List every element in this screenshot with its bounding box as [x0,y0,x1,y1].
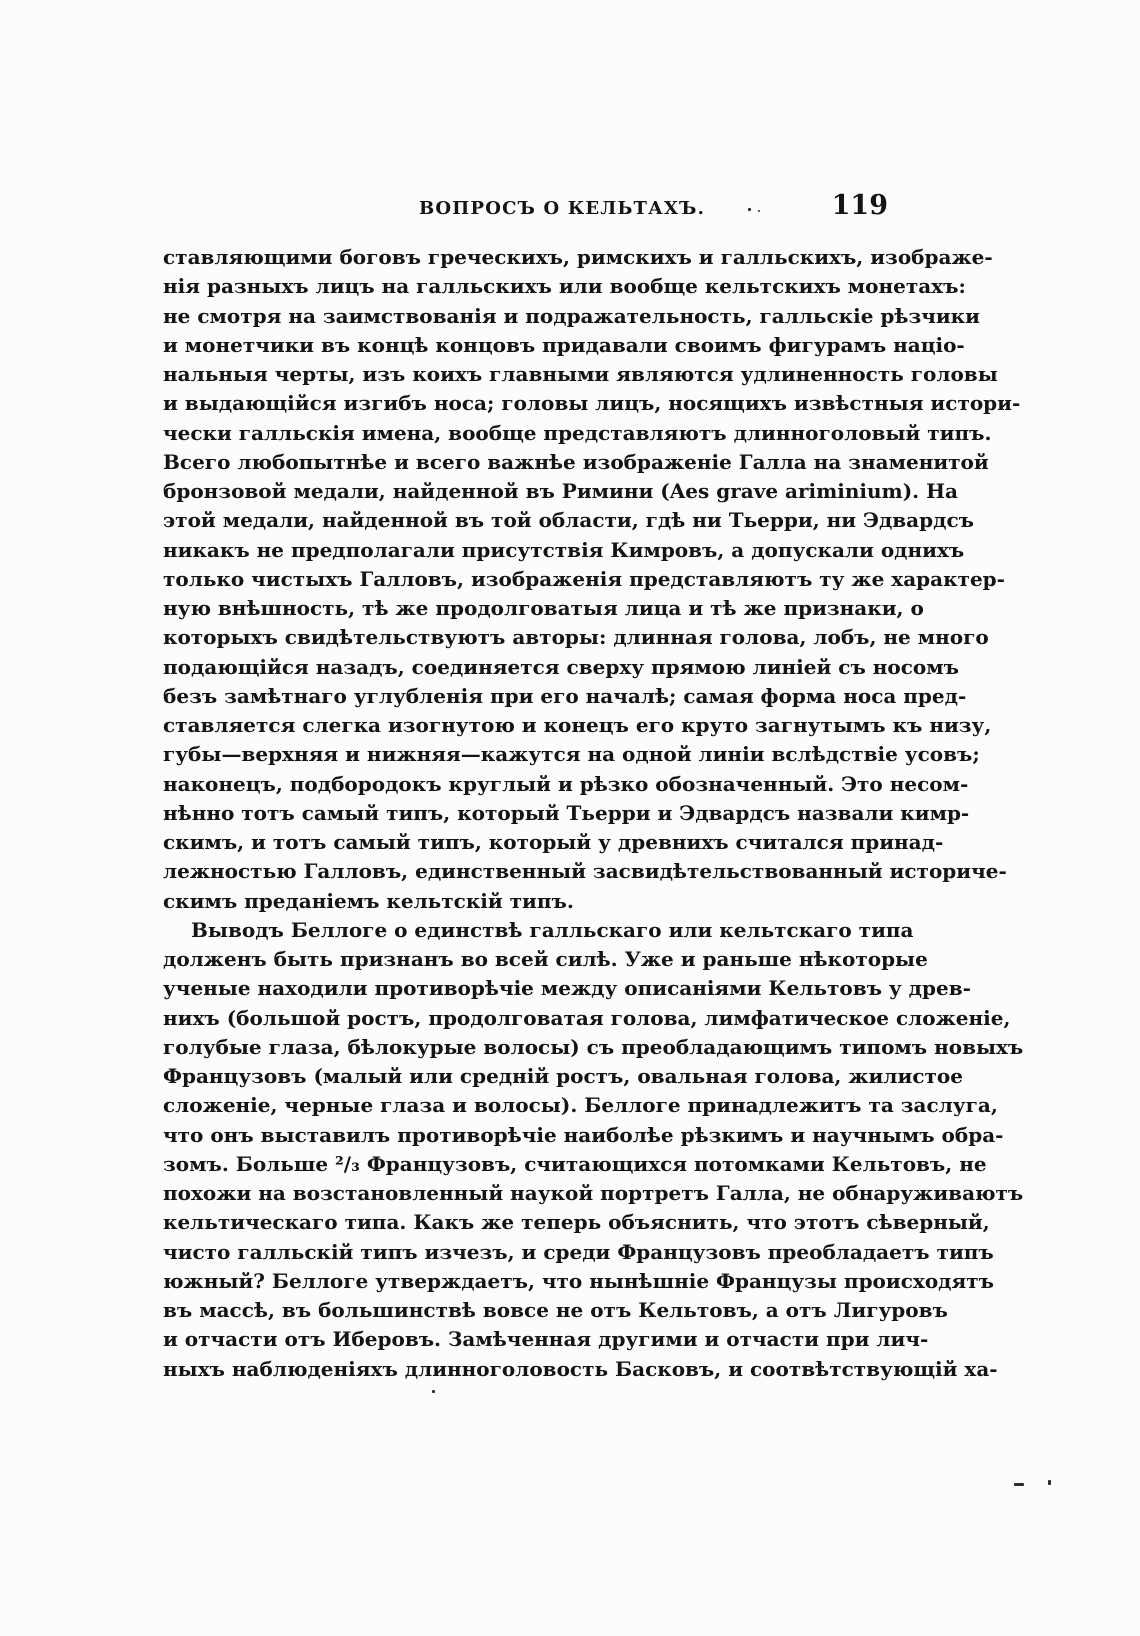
text-line: губы—верхняя и нижняя—кажутся на одной линіи вслѣдствіе усовъ; [163,742,980,767]
text-line: долженъ быть признанъ во всей силѣ. Уже и раньше нѣкоторые [163,947,928,971]
text-line: нія разныхъ лицъ на галльскихъ или вообще кельтскихъ монетахъ: [163,274,966,299]
text-line: скимъ, и тотъ самый типъ, который у древнихъ считался принад- [163,830,944,854]
text-line: ученые находили противорѣчіе между описаніями Кельтовъ у древ- [163,976,971,1001]
text-line: чисто галльскій типъ изчезъ, и среди Французовъ преобладаетъ типъ [163,1239,994,1264]
text-line: нихъ (большой ростъ, продолговатая голова, лимфатическое сложеніе, [163,1005,1011,1030]
text-line: и выдающійся изгибъ носа; головы лицъ, носящихъ извѣстныя истори- [163,391,1021,416]
text-line: въ массѣ, въ большинствѣ вовсе не отъ Кельтовъ, а отъ Лигуровъ [163,1298,948,1322]
running-title: ВОПРОСЪ О КЕЛЬТАХЪ. [419,198,706,219]
text-line: никакъ не предполагали присутствія Кимровъ, а допускали однихъ [163,537,965,562]
text-line: нальныя черты, изъ коихъ главными являются удлиненность головы [163,362,998,386]
scan-speck [1048,1480,1051,1485]
scan-speck [432,1390,435,1393]
text-line: южный? Беллоге утверждаетъ, что нынѣшніе Французы происходятъ [163,1268,995,1293]
text-line: только чистыхъ Галловъ, изображенія представляютъ ту же характер- [163,566,1005,591]
text-line: ставляется слегка изогнутою и конецъ его круто загнутымъ къ низу, [163,713,992,737]
text-line: лежностью Галловъ, единственный засвидѣтельствованный историче- [163,859,1007,884]
text-line: и монетчики въ концѣ концовъ придавали своимъ фигурамъ націо- [163,332,965,357]
text-line: чески галльскія имена, вообще представляютъ длинноголовый типъ. [163,420,992,445]
scan-speck [1014,1483,1024,1486]
text-line: безъ замѣтнаго углубленія при его началѣ; самая форма носа пред- [163,683,967,708]
text-line: наконецъ, подбородокъ круглый и рѣзко обозначенный. Это несом- [163,771,969,796]
text-line: которыхъ свидѣтельствуютъ авторы: длинная голова, лобъ, не много [163,625,989,650]
text-line: Всего любопытнѣе и всего важнѣе изображеніе Галла на знаменитой [163,449,989,474]
page-number: 119 [831,190,888,221]
text-line: кельтическаго типа. Какъ же теперь объяснить, что этотъ сѣверный, [163,1210,990,1235]
paragraph-end-line: скимъ преданіемъ кельтскій типъ. [163,888,574,913]
text-line: нѣнно тотъ самый типъ, который Тьерри и Эдвардсъ назвали кимр- [163,800,970,825]
text-line: зомъ. Больше ²/₃ Французовъ, считающихся потомками Кельтовъ, не [163,1151,987,1176]
text-line: и отчасти отъ Иберовъ. Замѣченная другими и отчасти при лич- [163,1327,929,1352]
text-line: голубые глаза, бѣлокурые волосы) съ преобладающимъ типомъ новыхъ [163,1034,1024,1059]
text-line: сложеніе, черные глаза и волосы). Беллоге принадлежитъ та заслуга, [163,1093,998,1118]
text-line: ставляющими боговъ греческихъ, римскихъ и галльскихъ, изображе- [163,245,993,269]
text-line: похожи на возстановленный наукой портретъ Галла, не обнаруживаютъ [163,1181,1024,1205]
text-line: Французовъ (малый или средній ростъ, овальная голова, жилистое [163,1064,963,1088]
body-text [163,243,1024,1384]
text-line: подающійся назадъ, соединяется сверху прямою линіей съ носомъ [163,654,959,679]
scan-speck [758,210,760,212]
text-line: ныхъ наблюденіяхъ длинноголовость Басковъ, и соотвѣтствующій ха- [163,1356,998,1381]
text-line: что онъ выставилъ противорѣчіе наиболѣе рѣзкимъ и научнымъ обра- [163,1122,1004,1147]
text-line: этой медали, найденной въ той области, гдѣ ни Тьерри, ни Эдвардсъ [163,508,974,533]
text-line: бронзовой медали, найденной въ Римини (Aes grave ariminium). На [163,479,958,503]
paragraph-start-line: Выводъ Беллоге о единствѣ галльскаго или кельтскаго типа [191,917,914,942]
text-line: ную внѣшность, тѣ же продолговатыя лица и тѣ же признаки, о [163,596,924,620]
scan-speck [748,208,751,211]
text-line: не смотря на заимствованія и подражательность, галльскіе рѣзчики [163,303,980,328]
